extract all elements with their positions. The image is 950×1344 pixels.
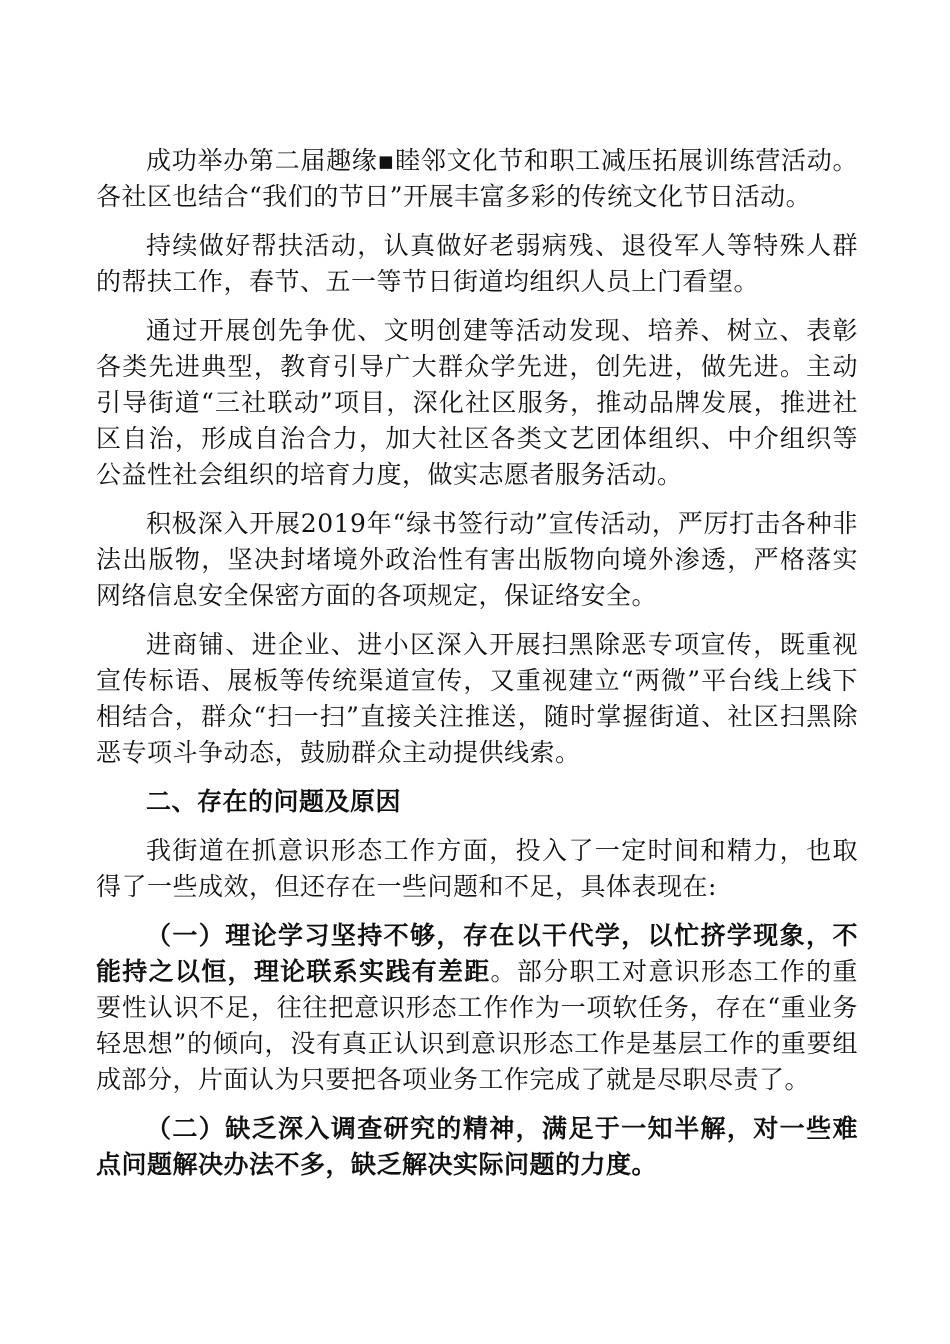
paragraph-culture-festival: 成功举办第二届趣缘▪睦邻文化节和职工减压拓展训练营活动。各社区也结合“我们的节日”开展丰富多彩的传统文化节日活动。 [96, 146, 858, 211]
paragraph-green-bookmark: 积极深入开展2019年“绿书签行动”宣传活动，严厉打击各种非法出版物，坚决封堵境外政治性有害出版物向境外渗透，严格落实网络信息安全保密方面的各项规定，保证络安全。 [96, 509, 858, 610]
paragraph-role-models: 通过开展创先争优、文明创建等活动发现、培养、树立、表彰各类先进典型，教育引导广大群众学先进，创先进，做先进。主动引导街道“三社联动”项目，深化社区服务，推动品牌发展，推进社区自治，形成自治合力，加大社区各类文艺团体组织、中介组织等公益性社会组织的培育力度，做实志愿者服务活动。 [96, 316, 858, 489]
issue-1-body: 。部分职工对意识形态工作的重要性认识不足，往往把意识形态工作作为一项软任务，存在“重业务轻思想”的倾向，没有真正认识到意识形态工作是基层工作的重要组成部分，片面认为只要把各项业务工作完成了就是尽职尽责了。 [96, 957, 858, 1094]
paragraph-intro: 我街道在抓意识形态工作方面，投入了一定时间和精力，也取得了一些成效，但还存在一些问题和不足，具体表现在: [96, 836, 858, 901]
issue-1-lead: （一）理论学习坚持不够，存在以干代学，以忙挤学现象，不能持之以恒，理论联系实践有差距 [96, 921, 858, 986]
paragraph-issue-1 [96, 918, 858, 1098]
paragraph-anti-crime: 进商铺、进企业、进小区深入开展扫黑除恶专项宣传，既重视宣传标语、展板等传统渠道宣传，又重视建立“两微”平台线上线下相结合，群众“扫一扫”直接关注推送，随时掌握街道、社区扫黑除恶专项斗争动态，鼓励群众主动提供线索。 [96, 630, 858, 767]
document-body [96, 143, 858, 1196]
paragraph-assistance: 持续做好帮扶活动，认真做好老弱病残、退役军人等特殊人群的帮扶工作，春节、五一等节日街道均组织人员上门看望。 [96, 231, 858, 296]
section-heading: 二、存在的问题及原因 [146, 787, 402, 816]
paragraph-issue-2: （二）缺乏深入调查研究的精神，满足于一知半解，对一些难点问题解决办法不多，缺乏解决实际问题的力度。 [96, 1114, 858, 1179]
